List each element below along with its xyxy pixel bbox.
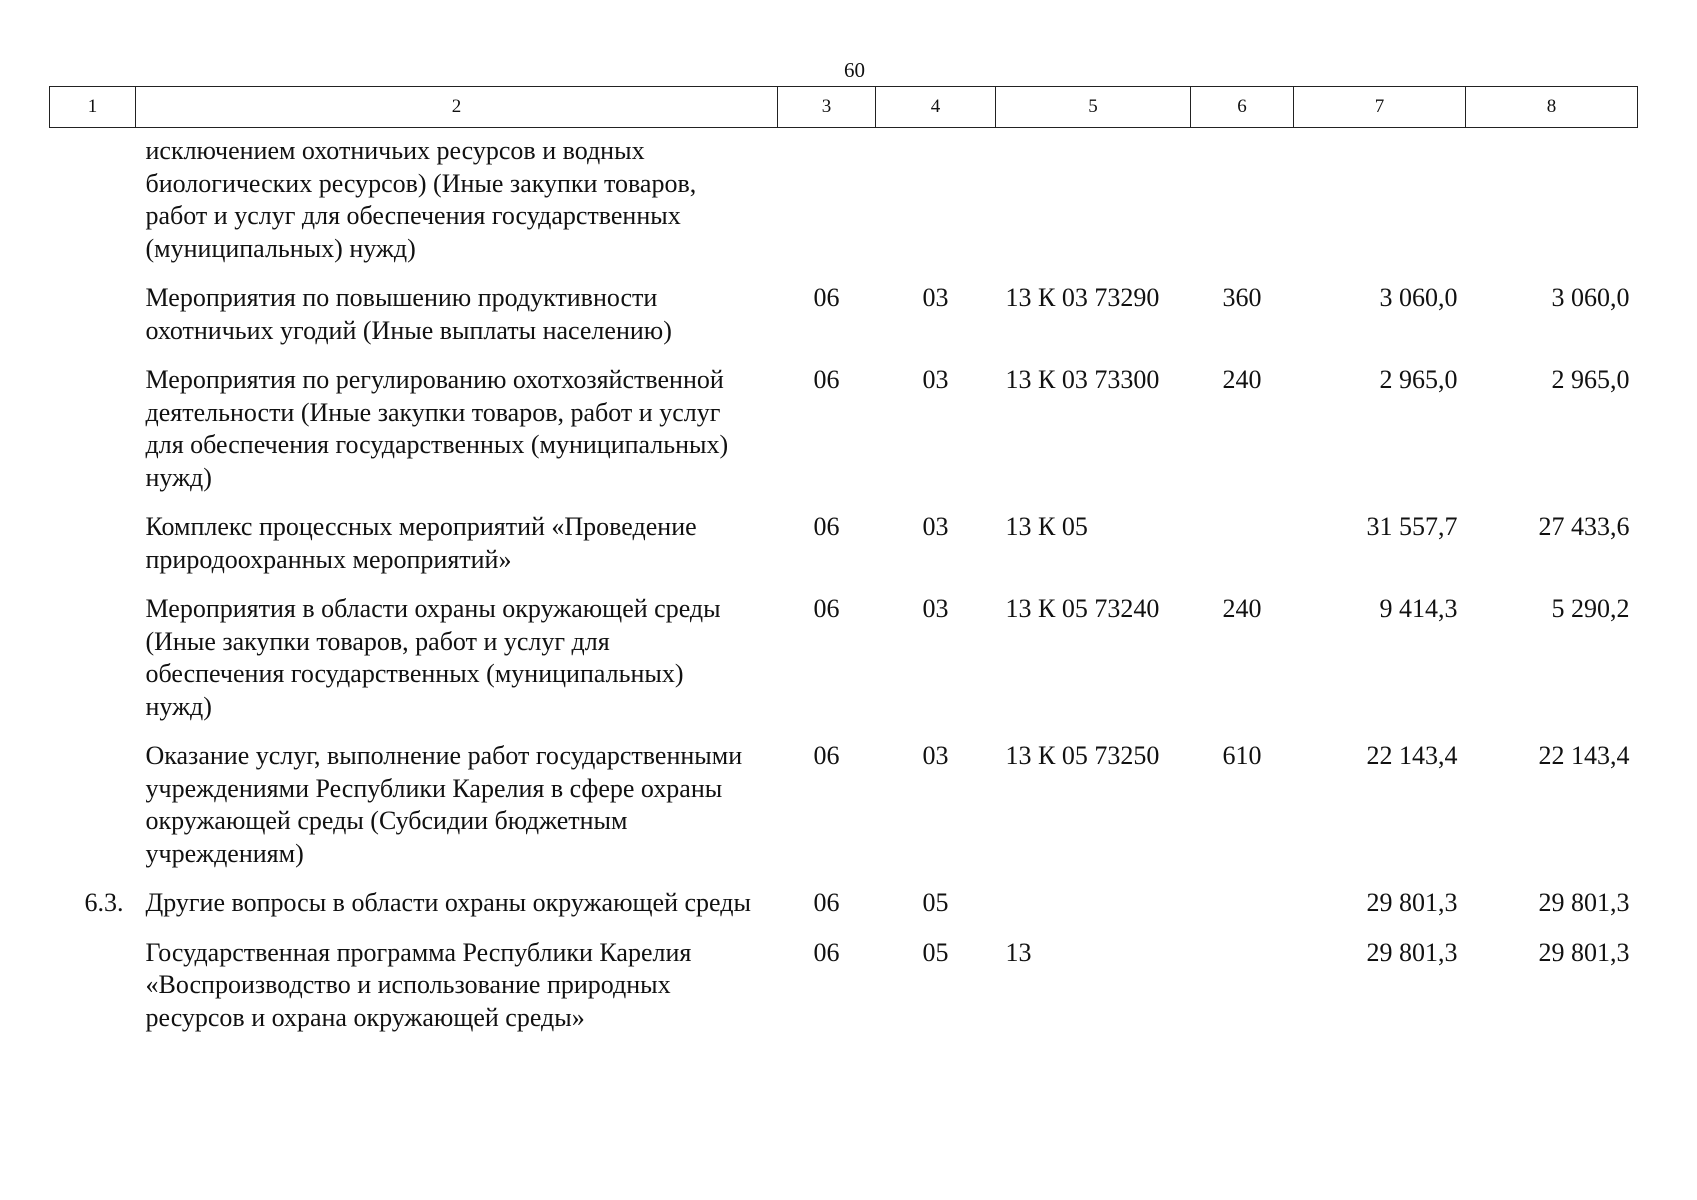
amount-year-1-cell: 22 143,4 [1366, 741, 1458, 770]
table-row [50, 128, 1638, 283]
expense-type-cell [1191, 887, 1294, 937]
item-name-cell: Оказание услуг, выполнение работ государственными учреждениями Республики Карелия в сфере охраны окружающей среды (Субсидии бюджетным учреждениям) [145, 741, 743, 868]
budget-table [49, 86, 1638, 1051]
expense-type-cell: 240 [1222, 594, 1262, 623]
expense-type-cell: 360 [1222, 283, 1262, 312]
section-code-cell: 06 [813, 594, 840, 623]
amount-year-2-cell: 2 965,0 [1551, 365, 1630, 394]
row-number-cell: 6.3. [84, 888, 124, 917]
table-row [50, 364, 1638, 511]
amount-year-2-cell: 29 801,3 [1538, 888, 1630, 917]
amount-year-2-cell [1466, 128, 1638, 283]
section-code-cell: 06 [813, 741, 840, 770]
page-number-text: 60 [844, 58, 865, 82]
amount-year-1-cell: 3 060,0 [1379, 283, 1458, 312]
row-number-cell [50, 511, 136, 593]
amount-year-1-cell [1294, 128, 1466, 283]
amount-year-1-cell: 29 801,3 [1366, 937, 1458, 967]
target-article-cell: 13 К 05 73250 [1005, 741, 1160, 770]
column-header-2: 2 [136, 87, 778, 128]
amount-year-2-cell: 3 060,0 [1551, 283, 1630, 312]
item-name-cell: Мероприятия по регулированию охотхозяйственной деятельности (Иные закупки товаров, работ и услуг для обеспечения государственных (муниципальных) нужд) [145, 365, 729, 492]
item-name-cell: Государственная программа Республики Карелия «Воспроизводство и использование природных ресурсов и охрана окружающей среды» [145, 937, 692, 1032]
table-row [50, 887, 1638, 937]
amount-year-1-cell: 2 965,0 [1379, 365, 1458, 394]
table-header [50, 87, 1638, 128]
expense-type-cell: 610 [1222, 741, 1262, 770]
column-header-7: 7 [1294, 87, 1466, 128]
subsection-code-cell: 03 [922, 283, 949, 312]
amount-year-2-cell: 22 143,4 [1538, 741, 1630, 770]
column-header-8: 8 [1466, 87, 1638, 128]
column-header-4: 4 [876, 87, 996, 128]
page-number [0, 58, 1697, 82]
column-header-5: 5 [996, 87, 1191, 128]
subsection-code-cell: 03 [922, 365, 949, 394]
item-name-cell: Мероприятия в области охраны окружающей среды (Иные закупки товаров, работ и услуг для обеспечения государственных (муниципальных) нужд) [145, 594, 721, 721]
expense-type-cell [1191, 511, 1294, 593]
column-header-1: 1 [50, 87, 136, 128]
subsection-code-cell: 03 [922, 594, 949, 623]
table-row [50, 740, 1638, 887]
amount-year-1-cell: 9 414,3 [1379, 594, 1458, 623]
target-article-cell: 13 К 03 73300 [1005, 365, 1160, 394]
table-row [50, 937, 1638, 1052]
amount-year-1-cell: 31 557,7 [1366, 512, 1458, 541]
row-number-cell [50, 740, 136, 887]
subsection-code-cell [876, 128, 996, 283]
row-number-cell [50, 364, 136, 511]
expense-type-cell [1191, 937, 1294, 1052]
section-code-cell: 06 [813, 937, 840, 967]
target-article-cell: 13 К 05 [1005, 512, 1088, 541]
section-code-cell [778, 128, 876, 283]
row-number-cell [50, 128, 136, 283]
section-code-cell: 06 [813, 888, 840, 917]
amount-year-2-cell: 5 290,2 [1551, 594, 1630, 623]
row-number-cell [50, 937, 136, 1052]
table-row [50, 282, 1638, 364]
column-header-6: 6 [1191, 87, 1294, 128]
target-article-cell: 13 К 03 73290 [1005, 283, 1160, 312]
subsection-code-cell: 03 [922, 741, 949, 770]
header-row [50, 87, 1638, 128]
amount-year-2-cell: 29 801,3 [1538, 937, 1630, 967]
subsection-code-cell: 05 [922, 937, 949, 967]
expense-type-cell: 240 [1222, 365, 1262, 394]
item-name-cell: исключением охотничьих ресурсов и водных биологических ресурсов) (Иные закупки товаров, работ и услуг для обеспечения государственных (муниципальных) нужд) [145, 136, 697, 263]
target-article-cell [996, 887, 1191, 937]
target-article-cell: 13 К 05 73240 [1005, 594, 1160, 623]
row-number-cell [50, 282, 136, 364]
table-row [50, 593, 1638, 740]
expense-type-cell [1191, 128, 1294, 283]
amount-year-2-cell: 27 433,6 [1538, 512, 1630, 541]
table-body [50, 128, 1638, 1052]
section-code-cell: 06 [813, 365, 840, 394]
table-row [50, 511, 1638, 593]
column-header-3: 3 [778, 87, 876, 128]
item-name-cell: Комплекс процессных мероприятий «Проведение природоохранных мероприятий» [145, 512, 697, 574]
target-article-cell [996, 128, 1191, 283]
subsection-code-cell: 03 [922, 512, 949, 541]
target-article-cell: 13 [1005, 937, 1032, 967]
amount-year-1-cell: 29 801,3 [1366, 888, 1458, 917]
item-name-cell: Мероприятия по повышению продуктивности охотничьих угодий (Иные выплаты населению) [145, 283, 672, 345]
section-code-cell: 06 [813, 283, 840, 312]
row-number-cell [50, 593, 136, 740]
item-name-cell: Другие вопросы в области охраны окружающей среды [145, 888, 751, 917]
subsection-code-cell: 05 [922, 888, 949, 917]
section-code-cell: 06 [813, 512, 840, 541]
